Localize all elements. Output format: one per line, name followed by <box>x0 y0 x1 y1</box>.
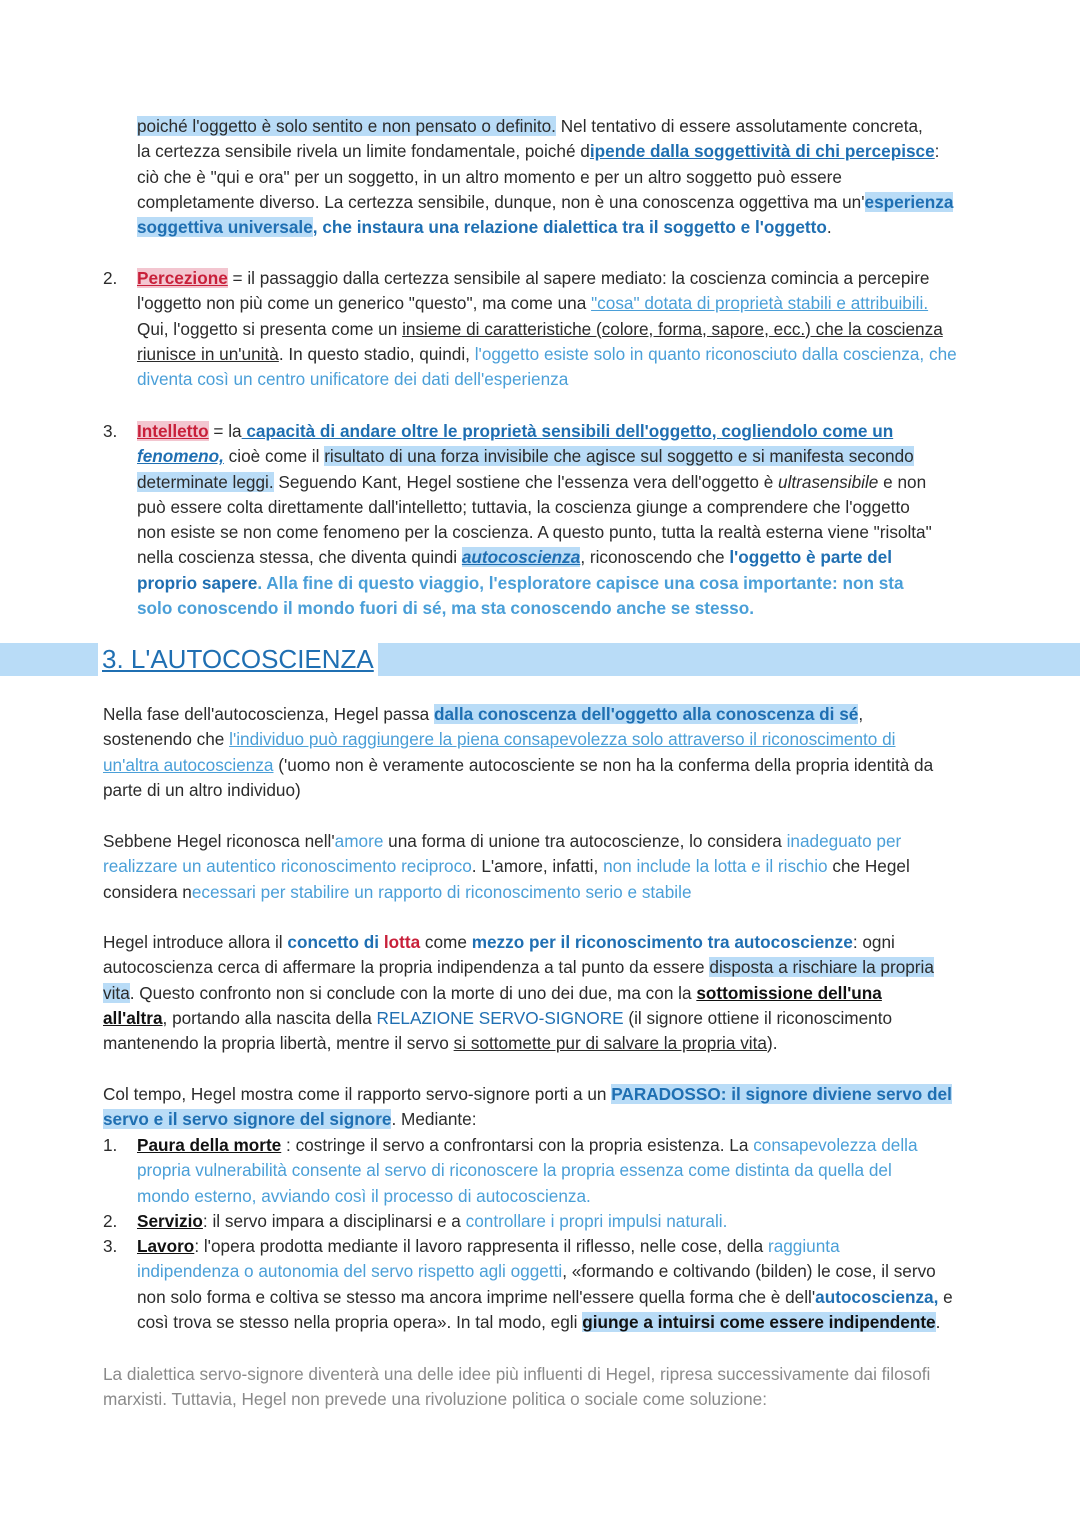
love-paragraph: Sebbene Hegel riconosca nell'amore una forma di unione tra autocoscienze, lo considera inadeguato per realizzare un autentico riconoscimento reciproco. L'amore, infatti, non include la lotta e il rischio che Hegel considera necessari per stabilire un rapporto di riconoscimento serio e stabile <box>103 831 910 902</box>
section-heading: 3. L'AUTOCOSCIENZA <box>98 641 378 678</box>
term-percezione: Percezione <box>137 268 228 288</box>
list-item-fear-of-death: Paura della morte : costringe il servo a confrontarsi con la propria esistenza. La consapevolezza della propria vulnerabilità consente al servo di riconoscere la propria essenza come distinta da quella del mondo esterno, avviando così il processo di autocoscienza. <box>137 1135 918 1206</box>
paradox-paragraph: Col tempo, Hegel mostra come il rapporto servo-signore porti a un PARADOSSO: il signore diviene servo del servo e il servo signore del signore. Mediante: <box>103 1084 952 1130</box>
list-number: 2. <box>103 1211 118 1231</box>
list-item-service: Servizio: il servo impara a disciplinarsi e a controllare i propri impulsi naturali. <box>137 1211 728 1231</box>
list-number: 2. <box>103 268 118 288</box>
list-number: 1. <box>103 1135 118 1155</box>
list-number: 3. <box>103 1236 118 1256</box>
intellect-item: Intelletto = la capacità di andare oltre le proprietà sensibili dell'oggetto, cogliendolo come un fenomeno, cioè come il risultato di una forza invisibile che agisce sul soggetto e si manifesta secondo determinate leggi. Seguendo Kant, Hegel sostiene che l'essenza vera dell'oggetto è ultrasensibile e non può essere colta direttamente dall'intelletto; tuttavia, la coscienza giunge a comprendere che l'oggetto non esiste se non come fenomeno per la coscienza. A questo punto, tutta la realtà esterna viene "risolta" nella coscienza stessa, che diventa quindi autocoscienza, riconoscendo che l'oggetto è parte del proprio sapere. Alla fine di questo viaggio, l'esploratore capisce una cosa importante: non sta solo conoscendo il mondo fuori di sé, ma sta conoscendo anche se stesso. <box>137 421 932 619</box>
perception-item: Percezione = il passaggio dalla certezza sensibile al sapere mediato: la coscienza comincia a percepire l'oggetto non più come un generico "questo", ma come una "cosa" dotata di proprietà stabili e attribuibili. Qui, l'oggetto si presenta come un insieme di caratteristiche (colore, forma, sapore, ecc.) che la coscienza riunisce in un'unità. In questo stadio, quindi, l'oggetto esiste solo in quanto riconosciuto dalla coscienza, che diventa così un centro unificatore dei dati dell'esperienza <box>137 268 957 390</box>
list-item-work: Lavoro: l'opera prodotta mediante il lavoro rappresenta il riflesso, nelle cose, della raggiunta indipendenza o autonomia del servo rispetto agli oggetti, «formando e coltivando (bilden) le cose, il servo non solo forma e coltiva se stesso ma ancora imprime nell'essere quella forma che è dell'autocoscienza, e così trova se stesso nella propria opera». In tal modo, egli giunge a intuirsi come essere indipendente. <box>137 1236 953 1332</box>
list-number: 3. <box>103 421 118 441</box>
sensible-certainty-paragraph: poiché l'oggetto è solo sentito e non pensato o definito. Nel tentativo di essere assolutamente concreta, la certezza sensibile rivela un limite fondamentale, poiché dipende dalla soggettività di chi percepisce: ciò che è "qui e ora" per un soggetto, in un altro momento e per un altro soggetto può essere completamente diverso. La certezza sensibile, dunque, non è una conoscenza oggettiva ma un'esperienza soggettiva universale, che instaura una relazione dialettica tra il soggetto e l'oggetto. <box>137 116 954 238</box>
autocoscienza-intro-paragraph: Nella fase dell'autocoscienza, Hegel passa dalla conoscenza dell'oggetto alla conoscenza di sé, sostenendo che l'individuo può raggiungere la piena consapevolezza solo attraverso il riconoscimento di un'altra autocoscienza ('uomo non è veramente autocosciente se non ha la conferma della propria identità da parte di un altro individuo) <box>103 704 934 800</box>
closing-paragraph: La dialettica servo-signore diventerà una delle idee più influenti di Hegel, ripresa successivamente dai filosofi marxisti. Tuttavia, Hegel non prevede una rivoluzione politica o sociale come soluzione: <box>103 1364 931 1410</box>
term-intelletto: Intelletto <box>137 421 209 441</box>
struggle-paragraph: Hegel introduce allora il concetto di lotta come mezzo per il riconoscimento tra autocoscienze: ogni autocoscienza cerca di affermare la propria indipendenza a tal punto da essere disposta a rischiare la propria vita. Questo confronto non si conclude con la morte di uno dei due, ma con la sottomissione dell'una all'altra, portando alla nascita della RELAZIONE SERVO-SIGNORE (il signore ottiene il riconoscimento mantenendo la propria libertà, mentre il servo si sottomette pur di salvare la propria vita). <box>103 932 934 1054</box>
